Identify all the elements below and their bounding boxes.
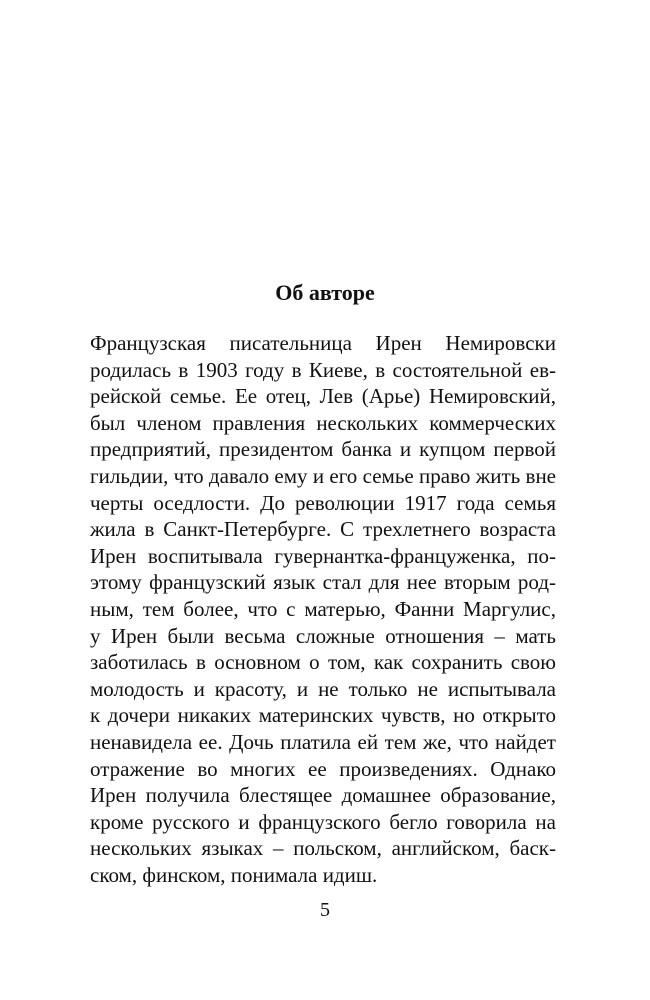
author-bio-paragraph bbox=[90, 330, 556, 888]
text-line: черты оседлости. До революции 1917 года семья bbox=[90, 490, 556, 515]
text-line: нескольких языках – польском, английском, баск- bbox=[90, 836, 556, 861]
text-line: у Ирен были весьма сложные отношения – мать bbox=[90, 623, 556, 648]
text-line: заботилась в основном о том, как сохранить свою bbox=[90, 650, 556, 675]
text-line: родилась в 1903 году в Киеве, в состоятельной ев- bbox=[90, 357, 556, 382]
text-line: этому французский язык стал для нее вторым род- bbox=[90, 570, 556, 595]
text-line: предприятий, президентом банка и купцом первой bbox=[90, 437, 556, 462]
text-line: был членом правления нескольких коммерческих bbox=[90, 410, 556, 435]
text-line: Ирен воспитывала гувернантка-француженка, по- bbox=[90, 543, 556, 568]
text-line: кроме русского и французского бегло говорила на bbox=[90, 809, 556, 834]
text-line: жила в Санкт-Петербурге. С трехлетнего возраста bbox=[90, 517, 556, 542]
page-number: 5 bbox=[320, 899, 330, 921]
text-line: Ирен получила блестящее домашнее образование, bbox=[90, 783, 556, 808]
text-line: рейской семье. Ее отец, Лев (Арье) Немировский, bbox=[90, 384, 556, 409]
text-line: молодость и красоту, и не только не испытывала bbox=[90, 676, 556, 701]
section-title: Об авторе bbox=[275, 280, 375, 305]
text-line: гильдии, что давало ему и его семье право жить вне bbox=[90, 463, 556, 488]
text-line: к дочери никаких материнских чувств, но открыто bbox=[90, 703, 556, 728]
text-line: ненавидела ее. Дочь платила ей тем же, что найдет bbox=[90, 729, 556, 754]
text-line: отражение во многих ее произведениях. Однако bbox=[90, 756, 556, 781]
text-line: ском, финском, понимала идиш. bbox=[90, 862, 378, 887]
text-line: Французская писательница Ирен Немировски bbox=[90, 331, 556, 355]
text-line: ным, тем более, что с матерью, Фанни Маргулис, bbox=[90, 596, 556, 621]
